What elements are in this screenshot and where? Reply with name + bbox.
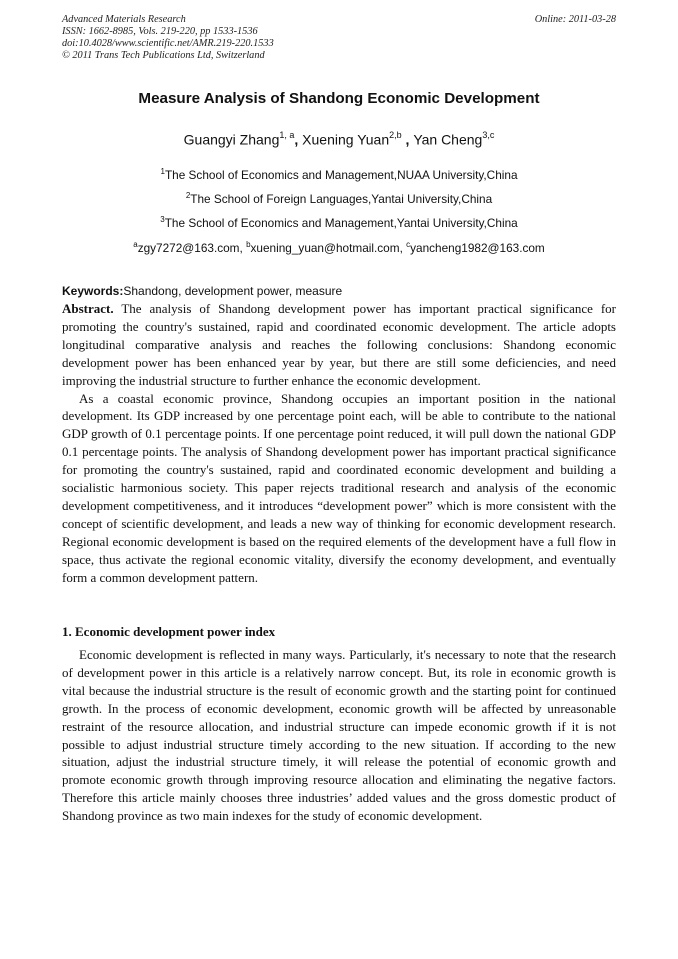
affiliation-text: The School of Economics and Management,NUAA University,China <box>164 167 518 182</box>
section-heading: 1. Economic development power index <box>62 624 276 639</box>
abstract-label: Abstract. <box>62 301 114 316</box>
journal-header <box>62 14 616 62</box>
affiliation <box>0 167 678 182</box>
abstract-text: The analysis of Shandong development power has important practical significance for promoting the country's sustained, rapid and coordinated economic development. The article adopts longitudinal comparative analysis and reaches the following conclusions: Shandong economic development power has been enhanced year by year, but there are still some deficiencies, and need improving the industrial structure to further enhance the economic development. <box>62 301 616 388</box>
email[interactable]: zgy7272@163.com, <box>137 240 247 255</box>
intro-paragraph: As a coastal economic province, Shandong occupies an important position in the national development. Its GDP increased by one percentage point each, will be able to contribute to the national GDP growth of 0.1 percentage points. If one percentage point reduced, it will pull down the national GDP 0.1 percentage points. The analysis of Shandong development power has important practical significance for promoting the country's sustained, rapid and coordinated economic development and building a socialistic harmonious society. This paper rejects traditional research and analysis of the economic development competitiveness, and it introduces “development power” which is more consistent with the concept of scientific development, and leads a new way of thinking for economic development research. Regional economic development is based on the required elements of the development have a full flow in space, thus activate the regional economic vitality, diversify the economy development, and eventually form a common development pattern. <box>62 390 616 585</box>
affiliation-text: The School of Foreign Languages,Yantai University,China <box>190 191 493 206</box>
affiliation <box>0 215 678 230</box>
email-mark: a <box>133 240 138 249</box>
abstract-paragraph <box>62 300 616 390</box>
affiliation <box>0 191 678 206</box>
affiliation-text: The School of Economics and Management,Yantai University,China <box>164 215 518 230</box>
copyright-line: © 2011 Trans Tech Publications Ltd, Switzerland <box>62 50 265 61</box>
author-affiliation-mark: 3,c <box>482 130 495 140</box>
doi-line: doi:10.4028/www.scientific.net/AMR.219-220.1533 <box>62 38 274 49</box>
email-mark: b <box>246 240 251 249</box>
author-list: Guangyi Zhang$^{1, a}$, Xuening Yuan$^{2,b}$ , Yan Cheng$^{3,c}$ <box>183 130 495 148</box>
email[interactable]: xuening_yuan@hotmail.com, <box>250 240 407 255</box>
affiliation-mark: 1 <box>160 167 165 176</box>
affiliation-mark: 2 <box>185 191 191 200</box>
online-date: Online: 2011-03-28 <box>534 14 616 25</box>
author-name: Guangyi Zhang <box>183 131 280 148</box>
journal-name: Advanced Materials Research <box>62 14 186 25</box>
issn-line: ISSN: 1662-8985, Vols. 219-220, pp 1533-1536 <box>62 26 258 37</box>
section-paragraph: Economic development is reflected in many ways. Particularly, it's necessary to note that the research of development power in this article is a relatively narrow concept. But, its role in economic growth is vital because the industrial structure is the result of economic growth and the starting point for continued growth. In the process of economic development, economic growth will be affected by unreasonable restraint of the resource allocation, and industrial structure can impede economic growth if it is not possible to adjust industrial structure timely according to the new situation. If according to the new situation, adjust the industrial structure timely, it will release the potential of economic growth and promote economic growth through improving resource allocation and eliminating the negative factors. Therefore this article mainly chooses three industries’ added values and the gross domestic product of Shandong province as two main indexes for the study of economic development. <box>62 647 616 824</box>
section-body <box>62 646 616 825</box>
author-affiliation-mark: 1, a <box>279 130 295 140</box>
keywords-label: Keywords: <box>62 284 124 298</box>
author-name: Yan Cheng <box>413 131 483 148</box>
email[interactable]: yancheng1982@163.com <box>410 240 545 255</box>
email-mark: c <box>406 240 411 249</box>
keywords-line <box>62 284 616 298</box>
keywords-text: Shandong, development power, measure <box>123 284 343 298</box>
email-line <box>0 240 678 255</box>
paper-title: Measure Analysis of Shandong Economic Development <box>138 90 540 107</box>
author-affiliation-mark: 2,b <box>389 130 402 140</box>
affiliation-mark: 3 <box>160 215 165 224</box>
abstract-block <box>62 300 616 587</box>
author-name: Xuening Yuan <box>302 131 390 148</box>
